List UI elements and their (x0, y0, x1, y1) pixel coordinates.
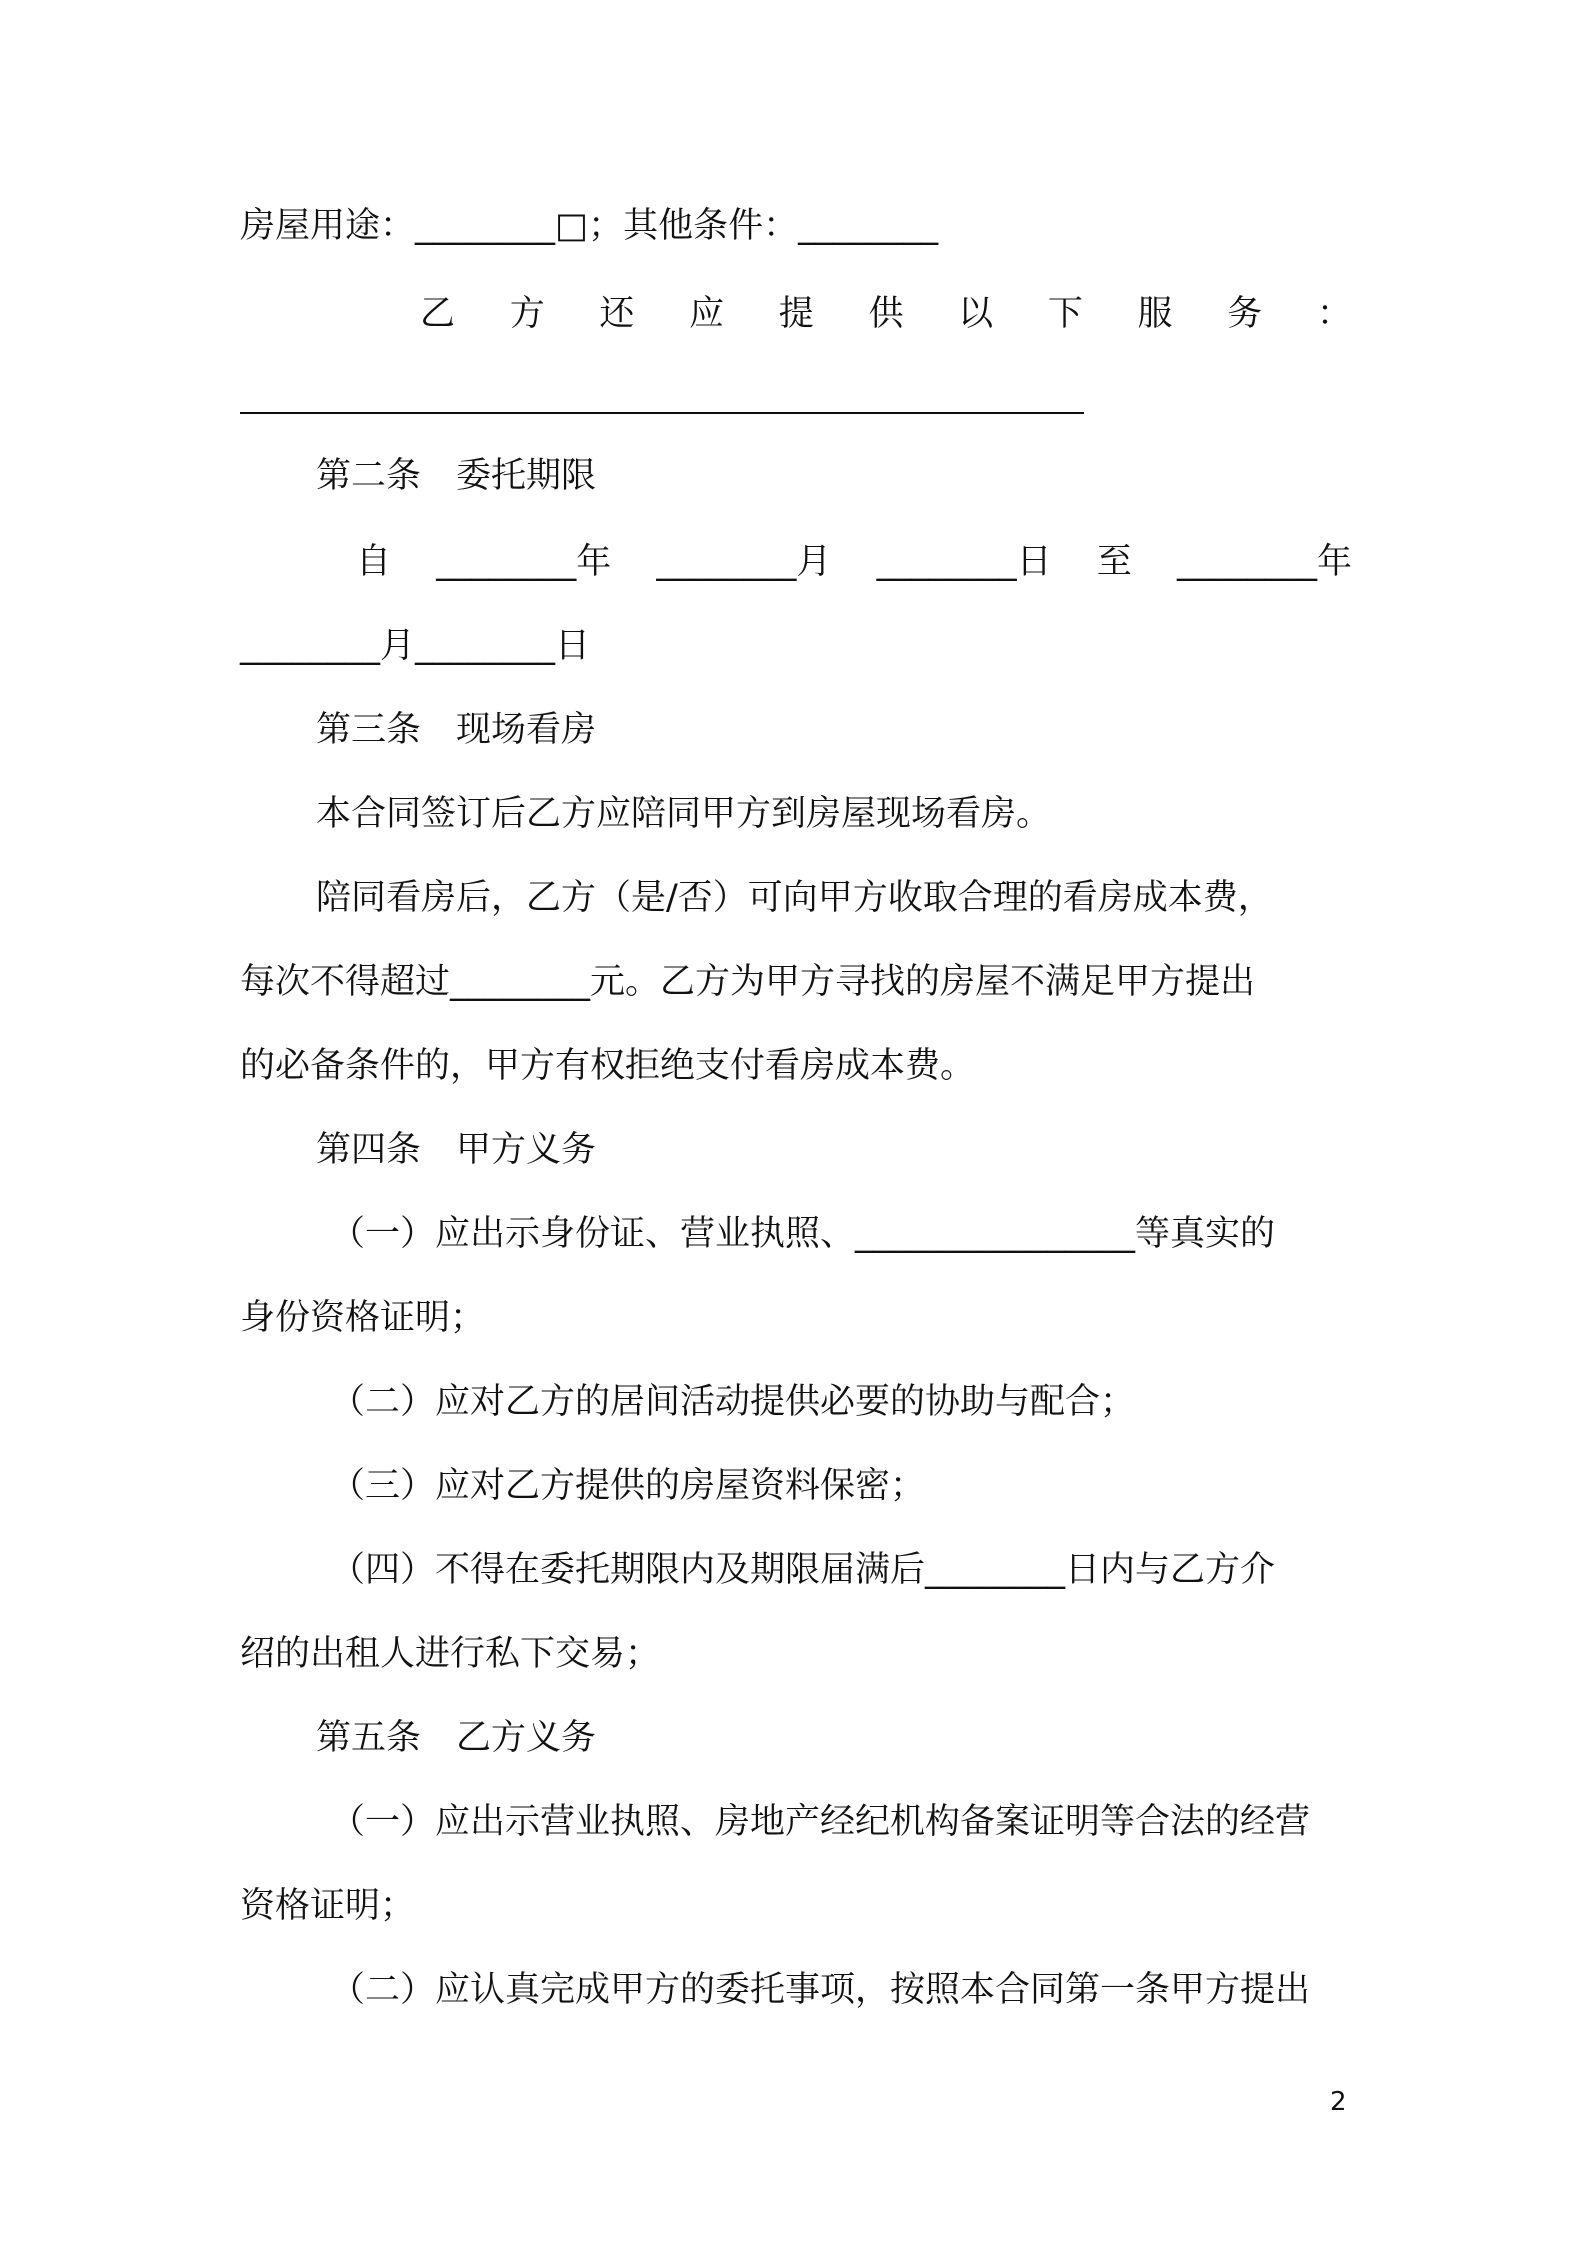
paragraph-line: （一）应出示身份证、营业执照、________________等真实的 (330, 1214, 1276, 1254)
date-part: 自 (356, 542, 392, 582)
char: 服 (1137, 294, 1173, 334)
paragraph-line: （一）应出示营业执照、房地产经纪机构备案证明等合法的经营 (330, 1802, 1311, 1842)
entrust-period-line (356, 538, 1352, 586)
paragraph-line: 绍的出租人进行私下交易； (240, 1634, 661, 1674)
char: 供 (868, 294, 904, 334)
char: 还 (599, 294, 635, 334)
paragraph-line: 身份资格证明； (240, 1298, 486, 1338)
char: ： (1316, 294, 1352, 334)
paragraph-line: （三）应对乙方提供的房屋资料保密； (330, 1466, 926, 1506)
paragraph-line: 资格证明； (240, 1886, 416, 1926)
date-part: ________月 (656, 542, 832, 582)
date-part: ________年 (436, 542, 612, 582)
article-2-heading: 第二条 委托期限 (316, 456, 597, 496)
paragraph-line: 的必备条件的，甲方有权拒绝支付看房成本费。 (240, 1046, 976, 1086)
paragraph-line: 每次不得超过________元。乙方为甲方寻找的房屋不满足甲方提出 (240, 962, 1256, 1002)
paragraph-line: （四）不得在委托期限内及期限届满后________日内与乙方介 (330, 1550, 1276, 1590)
date-part: ________年 (1176, 542, 1352, 582)
date-part: ________日 (876, 542, 1052, 582)
blank-fill-rule (240, 412, 1084, 414)
char: 提 (778, 294, 814, 334)
page-number: 2 (1330, 2087, 1347, 2117)
char: 方 (509, 294, 545, 334)
article-5-heading: 第五条 乙方义务 (316, 1718, 597, 1758)
date-part: 至 (1096, 542, 1132, 582)
char: 务 (1227, 294, 1263, 334)
extra-services-line (420, 290, 1352, 338)
paragraph-line: 陪同看房后，乙方（是/否）可向甲方收取合理的看房成本费， (316, 878, 1273, 918)
char: 乙 (420, 294, 456, 334)
house-use-line: 房屋用途：________□；其他条件：________ (240, 206, 939, 246)
paragraph-line: 本合同签订后乙方应陪同甲方到房屋现场看房。 (316, 794, 1052, 834)
article-4-heading: 第四条 甲方义务 (316, 1130, 597, 1170)
char: 下 (1047, 294, 1083, 334)
paragraph-line: （二）应认真完成甲方的委托事项，按照本合同第一条甲方提出 (330, 1970, 1311, 2010)
char: 应 (689, 294, 725, 334)
char: 以 (958, 294, 994, 334)
entrust-period-end-line: ________月________日 (240, 626, 591, 666)
article-3-heading: 第三条 现场看房 (316, 710, 597, 750)
paragraph-line: （二）应对乙方的居间活动提供必要的协助与配合； (330, 1382, 1136, 1422)
